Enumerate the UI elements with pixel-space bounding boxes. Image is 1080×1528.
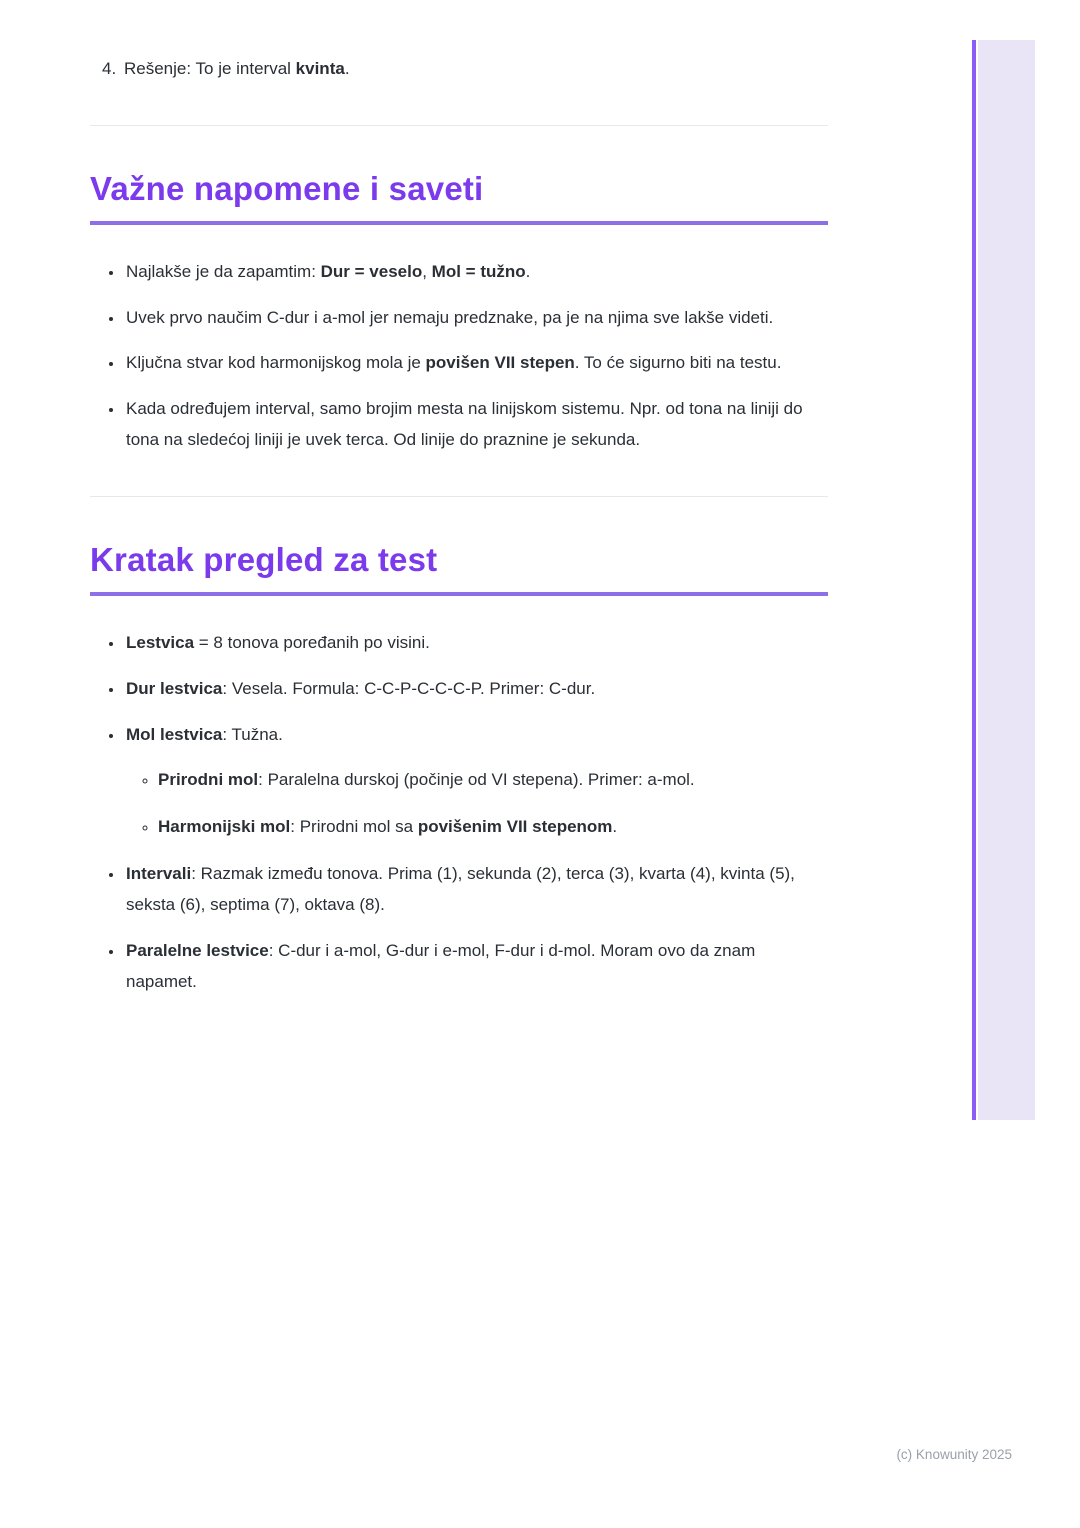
sub-bullet-item [158,765,828,796]
document-content [90,0,828,1013]
bullet-item [124,394,828,456]
bullet-text: Dur lestvica: Vesela. Formula: C-C-P-C-C-C-P. Primer: C-dur. [126,679,596,699]
bullet-text: Najlakše je da zapamtim: Dur = veselo, Mol = tužno. [126,261,531,281]
list-item-number: 4. [102,59,117,78]
section-test-review [90,541,828,997]
ordered-list-item [90,54,828,85]
sub-bullet-item [158,812,828,843]
bullet-text: Lestvica = 8 tonova poređanih po visini. [126,633,430,653]
bullet-item [124,674,828,705]
bullet-list [90,257,828,457]
bullet-list [90,628,828,997]
scrollbar-track[interactable] [978,40,1035,1120]
bullet-text: Prirodni mol: Paralelna durskoj (počinje od VI stepena). Primer: a-mol. [158,770,695,790]
copyright-footer: (c) Knowunity 2025 [896,1447,1012,1462]
section-divider [90,125,828,126]
bullet-item [124,303,828,334]
bullet-text: Mol lestvica: Tužna. [126,725,283,745]
bullet-item [124,257,828,288]
bullet-text: Kada određujem interval, samo brojim mesta na linijskom sistemu. Npr. od tona na liniji do tona na sledećoj liniji je uvek terca. Od linije do praznine je sekunda. [126,399,803,450]
sub-bullet-list [126,765,828,843]
section-divider [90,496,828,497]
section-title: Važne napomene i saveti [90,170,828,225]
bullet-text: Uvek prvo naučim C-dur i a-mol jer nemaju predznake, pa je na njima sve lakše videti. [126,307,774,327]
section-title: Kratak pregled za test [90,541,828,596]
bullet-item [124,628,828,659]
list-item-text: Rešenje: To je interval kvinta. [124,59,350,78]
bullet-item [124,859,828,921]
section-important-notes [90,170,828,457]
bullet-text: Intervali: Razmak između tonova. Prima (1), sekunda (2), terca (3), kvarta (4), kvinta (5), seksta (6), septima (7), oktava (8). [126,863,795,914]
bullet-item [124,936,828,998]
bullet-item [124,720,828,843]
scroll-indicator-line [972,40,976,1120]
bullet-item [124,348,828,379]
bullet-text: Paralelne lestvice: C-dur i a-mol, G-dur i e-mol, F-dur i d-mol. Moram ovo da znam napamet. [126,940,756,991]
bullet-text: Ključna stvar kod harmonijskog mola je povišen VII stepen. To će sigurno biti na testu. [126,353,782,373]
bullet-text: Harmonijski mol: Prirodni mol sa povišenim VII stepenom. [158,817,618,837]
